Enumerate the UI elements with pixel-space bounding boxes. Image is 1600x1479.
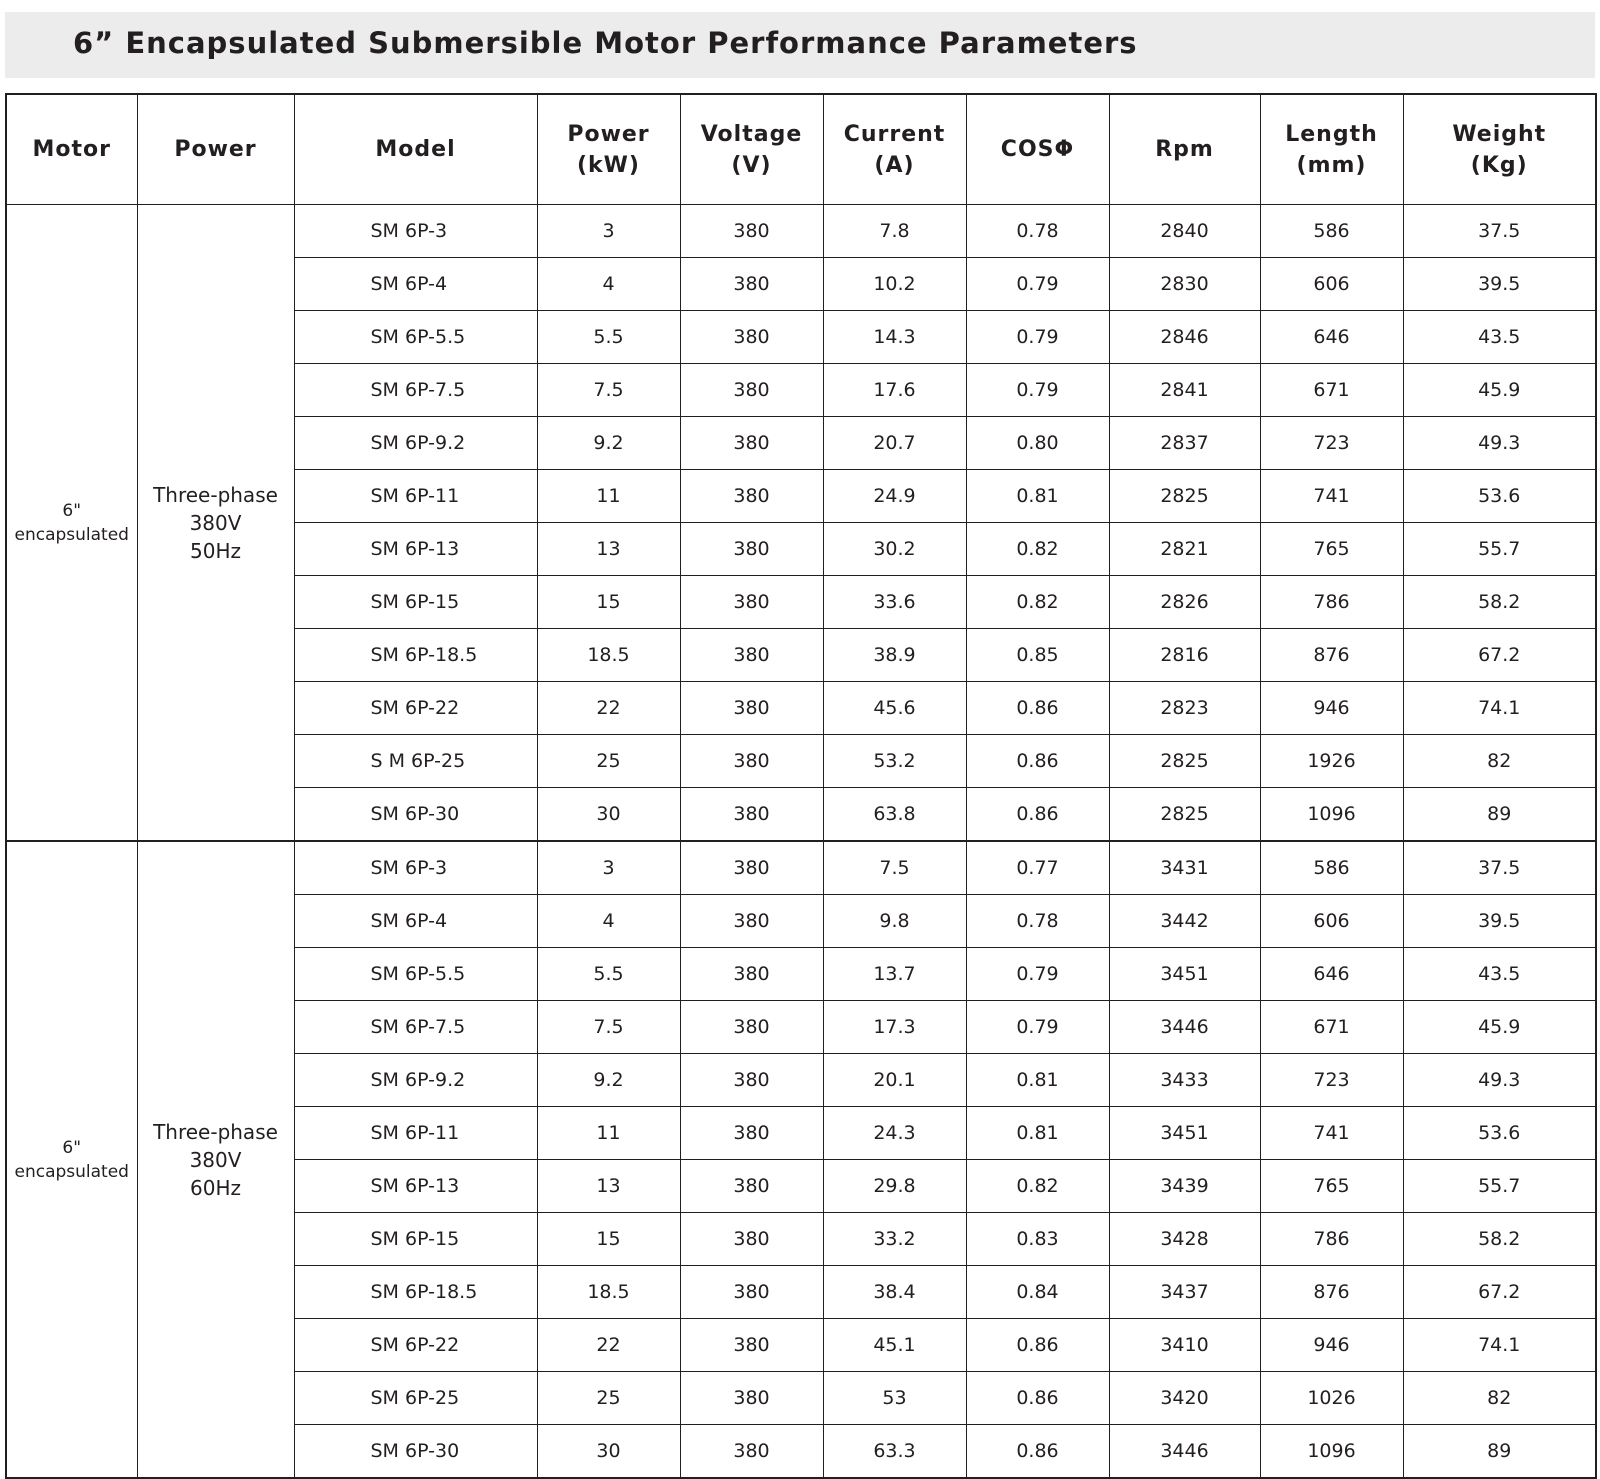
cell-cos-phi: 0.82	[966, 523, 1109, 576]
cell-cos-phi: 0.80	[966, 417, 1109, 470]
title-bar	[5, 12, 1595, 78]
cell-voltage: 380	[680, 788, 823, 842]
cell-cos-phi: 0.82	[966, 1160, 1109, 1213]
cell-weight: 74.1	[1403, 1319, 1596, 1372]
cell-length: 1096	[1260, 788, 1403, 842]
cell-weight: 39.5	[1403, 258, 1596, 311]
cell-cos-phi: 0.83	[966, 1213, 1109, 1266]
cell-current: 14.3	[823, 311, 966, 364]
cell-model: SM 6P-15	[294, 1213, 537, 1266]
header-motor	[6, 94, 137, 205]
cell-voltage: 380	[680, 576, 823, 629]
power-supply-line: Three-phase	[153, 1119, 278, 1144]
cell-rpm: 2816	[1109, 629, 1260, 682]
cell-length: 765	[1260, 523, 1403, 576]
cell-model: SM 6P-15	[294, 576, 537, 629]
cell-weight: 58.2	[1403, 1213, 1596, 1266]
cell-weight: 58.2	[1403, 576, 1596, 629]
cell-current: 17.3	[823, 1001, 966, 1054]
cell-voltage: 380	[680, 948, 823, 1001]
cell-weight: 55.7	[1403, 523, 1596, 576]
cell-cos-phi: 0.81	[966, 1107, 1109, 1160]
cell-cos-phi: 0.81	[966, 1054, 1109, 1107]
header-voltage-unit: (V)	[731, 152, 772, 178]
cell-voltage: 380	[680, 895, 823, 948]
cell-weight: 43.5	[1403, 948, 1596, 1001]
cell-current: 10.2	[823, 258, 966, 311]
cell-weight: 37.5	[1403, 841, 1596, 895]
cell-current: 24.9	[823, 470, 966, 523]
header-power-kw-label: Power	[567, 121, 650, 147]
cell-current: 45.6	[823, 682, 966, 735]
cell-weight: 82	[1403, 735, 1596, 788]
header-power-kw-unit: (kW)	[576, 152, 640, 178]
cell-cos-phi: 0.86	[966, 1319, 1109, 1372]
cell-length: 586	[1260, 205, 1403, 258]
cell-voltage: 380	[680, 1054, 823, 1107]
header-current	[823, 94, 966, 205]
cell-voltage: 380	[680, 205, 823, 258]
cell-cos-phi: 0.86	[966, 1372, 1109, 1425]
cell-rpm: 3446	[1109, 1001, 1260, 1054]
cell-cos-phi: 0.81	[966, 470, 1109, 523]
cell-length: 946	[1260, 1319, 1403, 1372]
header-voltage	[680, 94, 823, 205]
header-motor-label: Motor	[32, 137, 111, 162]
cell-current: 9.8	[823, 895, 966, 948]
cell-current: 33.2	[823, 1213, 966, 1266]
cell-power-kw: 7.5	[537, 364, 680, 417]
cell-weight: 43.5	[1403, 311, 1596, 364]
cell-model: SM 6P-7.5	[294, 1001, 537, 1054]
cell-rpm: 2846	[1109, 311, 1260, 364]
cell-voltage: 380	[680, 364, 823, 417]
cell-rpm: 3420	[1109, 1372, 1260, 1425]
cell-model: SM 6P-18.5	[294, 629, 537, 682]
header-current-label: Current	[843, 121, 946, 147]
cell-cos-phi: 0.82	[966, 576, 1109, 629]
cell-length: 671	[1260, 364, 1403, 417]
cell-voltage: 380	[680, 1213, 823, 1266]
cell-cos-phi: 0.86	[966, 735, 1109, 788]
cell-rpm: 2823	[1109, 682, 1260, 735]
cell-rpm: 3437	[1109, 1266, 1260, 1319]
cell-cos-phi: 0.77	[966, 841, 1109, 895]
cell-model: SM 6P-11	[294, 1107, 537, 1160]
cell-model: SM 6P-30	[294, 1425, 537, 1479]
cell-voltage: 380	[680, 311, 823, 364]
cell-current: 30.2	[823, 523, 966, 576]
cell-voltage: 380	[680, 1001, 823, 1054]
table-row	[6, 205, 1596, 258]
cell-length: 606	[1260, 258, 1403, 311]
cell-cos-phi: 0.79	[966, 258, 1109, 311]
cell-length: 606	[1260, 895, 1403, 948]
cell-rpm: 2825	[1109, 735, 1260, 788]
cell-rpm: 3446	[1109, 1425, 1260, 1479]
cell-length: 723	[1260, 417, 1403, 470]
cell-model: SM 6P-22	[294, 1319, 537, 1372]
power-supply-cell	[137, 841, 294, 1478]
cell-current: 29.8	[823, 1160, 966, 1213]
table-row	[6, 841, 1596, 895]
cell-length: 741	[1260, 470, 1403, 523]
cell-weight: 45.9	[1403, 1001, 1596, 1054]
motor-type-cell	[6, 205, 137, 842]
power-supply-line: 380V	[189, 510, 242, 535]
cell-rpm: 2821	[1109, 523, 1260, 576]
cell-cos-phi: 0.78	[966, 205, 1109, 258]
header-length	[1260, 94, 1403, 205]
cell-power-kw: 15	[537, 576, 680, 629]
cell-rpm: 3442	[1109, 895, 1260, 948]
cell-length: 765	[1260, 1160, 1403, 1213]
header-weight-unit: (Kg)	[1470, 152, 1528, 178]
cell-power-kw: 30	[537, 1425, 680, 1479]
cell-rpm: 2826	[1109, 576, 1260, 629]
cell-cos-phi: 0.86	[966, 788, 1109, 842]
cell-power-kw: 7.5	[537, 1001, 680, 1054]
header-length-unit: (mm)	[1296, 152, 1367, 178]
cell-rpm: 3431	[1109, 841, 1260, 895]
cell-current: 45.1	[823, 1319, 966, 1372]
cell-weight: 49.3	[1403, 1054, 1596, 1107]
cell-voltage: 380	[680, 1319, 823, 1372]
power-supply-cell	[137, 205, 294, 842]
power-supply-line: 60Hz	[190, 1175, 241, 1200]
cell-power-kw: 15	[537, 1213, 680, 1266]
cell-voltage: 380	[680, 470, 823, 523]
cell-weight: 67.2	[1403, 1266, 1596, 1319]
cell-model: SM 6P-13	[294, 1160, 537, 1213]
motor-type-line: encapsulated	[14, 1161, 129, 1182]
header-weight	[1403, 94, 1596, 205]
cell-current: 7.5	[823, 841, 966, 895]
cell-voltage: 380	[680, 735, 823, 788]
cell-current: 20.1	[823, 1054, 966, 1107]
cell-length: 876	[1260, 629, 1403, 682]
cell-power-kw: 9.2	[537, 1054, 680, 1107]
cell-voltage: 380	[680, 1425, 823, 1479]
cell-cos-phi: 0.86	[966, 1425, 1109, 1479]
cell-model: SM 6P-5.5	[294, 948, 537, 1001]
cell-cos-phi: 0.79	[966, 364, 1109, 417]
cell-power-kw: 22	[537, 682, 680, 735]
page-title: 6” Encapsulated Submersible Motor Performance Parameters	[73, 26, 1138, 60]
cell-model: SM 6P-30	[294, 788, 537, 842]
table-body	[6, 205, 1596, 1479]
cell-cos-phi: 0.86	[966, 682, 1109, 735]
cell-rpm: 2830	[1109, 258, 1260, 311]
cell-rpm: 2825	[1109, 470, 1260, 523]
cell-current: 38.4	[823, 1266, 966, 1319]
cell-cos-phi: 0.84	[966, 1266, 1109, 1319]
header-length-label: Length	[1285, 121, 1378, 147]
cell-weight: 82	[1403, 1372, 1596, 1425]
header-model-label: Model	[375, 137, 456, 162]
header-rpm	[1109, 94, 1260, 205]
header-power-label: Power	[174, 137, 257, 162]
cell-model: S M 6P-25	[294, 735, 537, 788]
cell-rpm: 2837	[1109, 417, 1260, 470]
performance-table	[5, 93, 1597, 1479]
cell-model: SM 6P-5.5	[294, 311, 537, 364]
cell-rpm: 3428	[1109, 1213, 1260, 1266]
cell-current: 20.7	[823, 417, 966, 470]
cell-model: SM 6P-9.2	[294, 417, 537, 470]
cell-model: SM 6P-13	[294, 523, 537, 576]
cell-weight: 37.5	[1403, 205, 1596, 258]
header-rpm-label: Rpm	[1155, 137, 1214, 162]
motor-type-line: encapsulated	[14, 524, 129, 545]
cell-power-kw: 5.5	[537, 948, 680, 1001]
motor-type-cell	[6, 841, 137, 1478]
cell-model: SM 6P-4	[294, 258, 537, 311]
cell-power-kw: 30	[537, 788, 680, 842]
cell-model: SM 6P-18.5	[294, 1266, 537, 1319]
power-supply-line: 50Hz	[190, 538, 241, 563]
cell-power-kw: 11	[537, 470, 680, 523]
header-current-unit: (A)	[874, 152, 915, 178]
cell-model: SM 6P-25	[294, 1372, 537, 1425]
cell-model: SM 6P-22	[294, 682, 537, 735]
cell-weight: 67.2	[1403, 629, 1596, 682]
cell-cos-phi: 0.79	[966, 1001, 1109, 1054]
cell-length: 671	[1260, 1001, 1403, 1054]
header-power-kw	[537, 94, 680, 205]
cell-length: 646	[1260, 311, 1403, 364]
cell-model: SM 6P-7.5	[294, 364, 537, 417]
header-model	[294, 94, 537, 205]
cell-length: 586	[1260, 841, 1403, 895]
cell-weight: 49.3	[1403, 417, 1596, 470]
cell-voltage: 380	[680, 417, 823, 470]
cell-cos-phi: 0.79	[966, 948, 1109, 1001]
cell-model: SM 6P-3	[294, 841, 537, 895]
cell-current: 17.6	[823, 364, 966, 417]
cell-weight: 53.6	[1403, 1107, 1596, 1160]
cell-current: 53	[823, 1372, 966, 1425]
cell-length: 946	[1260, 682, 1403, 735]
cell-length: 723	[1260, 1054, 1403, 1107]
cell-power-kw: 18.5	[537, 1266, 680, 1319]
cell-rpm: 3439	[1109, 1160, 1260, 1213]
cell-current: 33.6	[823, 576, 966, 629]
cell-rpm: 3451	[1109, 1107, 1260, 1160]
table-header	[6, 94, 1596, 205]
cell-power-kw: 3	[537, 841, 680, 895]
cell-length: 1096	[1260, 1425, 1403, 1479]
cell-length: 1026	[1260, 1372, 1403, 1425]
cell-voltage: 380	[680, 1372, 823, 1425]
cell-weight: 55.7	[1403, 1160, 1596, 1213]
cell-power-kw: 9.2	[537, 417, 680, 470]
cell-current: 63.8	[823, 788, 966, 842]
cell-voltage: 380	[680, 1266, 823, 1319]
cell-length: 876	[1260, 1266, 1403, 1319]
header-row	[6, 94, 1596, 205]
cell-voltage: 380	[680, 523, 823, 576]
cell-power-kw: 5.5	[537, 311, 680, 364]
cell-current: 24.3	[823, 1107, 966, 1160]
cell-weight: 53.6	[1403, 470, 1596, 523]
cell-rpm: 2841	[1109, 364, 1260, 417]
header-weight-label: Weight	[1452, 121, 1547, 147]
cell-length: 741	[1260, 1107, 1403, 1160]
cell-cos-phi: 0.85	[966, 629, 1109, 682]
cell-weight: 39.5	[1403, 895, 1596, 948]
cell-voltage: 380	[680, 1107, 823, 1160]
cell-current: 38.9	[823, 629, 966, 682]
cell-current: 53.2	[823, 735, 966, 788]
cell-power-kw: 13	[537, 523, 680, 576]
cell-length: 1926	[1260, 735, 1403, 788]
cell-power-kw: 18.5	[537, 629, 680, 682]
cell-voltage: 380	[680, 682, 823, 735]
cell-cos-phi: 0.79	[966, 311, 1109, 364]
cell-rpm: 3451	[1109, 948, 1260, 1001]
header-cos-phi	[966, 94, 1109, 205]
cell-weight: 45.9	[1403, 364, 1596, 417]
cell-length: 786	[1260, 1213, 1403, 1266]
cell-weight: 74.1	[1403, 682, 1596, 735]
motor-type-line: 6"	[62, 1137, 82, 1158]
cell-power-kw: 13	[537, 1160, 680, 1213]
cell-model: SM 6P-9.2	[294, 1054, 537, 1107]
cell-current: 13.7	[823, 948, 966, 1001]
cell-model: SM 6P-11	[294, 470, 537, 523]
header-power-supply	[137, 94, 294, 205]
cell-current: 63.3	[823, 1425, 966, 1479]
cell-rpm: 3433	[1109, 1054, 1260, 1107]
cell-power-kw: 4	[537, 258, 680, 311]
cell-power-kw: 3	[537, 205, 680, 258]
cell-power-kw: 11	[537, 1107, 680, 1160]
cell-power-kw: 4	[537, 895, 680, 948]
cell-model: SM 6P-3	[294, 205, 537, 258]
cell-cos-phi: 0.78	[966, 895, 1109, 948]
cell-power-kw: 25	[537, 735, 680, 788]
cell-voltage: 380	[680, 258, 823, 311]
cell-power-kw: 25	[537, 1372, 680, 1425]
cell-voltage: 380	[680, 1160, 823, 1213]
header-voltage-label: Voltage	[700, 121, 803, 147]
cell-rpm: 2840	[1109, 205, 1260, 258]
motor-type-line: 6"	[62, 500, 82, 521]
cell-voltage: 380	[680, 841, 823, 895]
cell-rpm: 2825	[1109, 788, 1260, 842]
cell-current: 7.8	[823, 205, 966, 258]
cell-weight: 89	[1403, 788, 1596, 842]
power-supply-line: 380V	[189, 1147, 242, 1172]
power-supply-line: Three-phase	[153, 482, 278, 507]
cell-power-kw: 22	[537, 1319, 680, 1372]
cell-model: SM 6P-4	[294, 895, 537, 948]
cell-length: 646	[1260, 948, 1403, 1001]
cell-weight: 89	[1403, 1425, 1596, 1479]
cell-voltage: 380	[680, 629, 823, 682]
cell-rpm: 3410	[1109, 1319, 1260, 1372]
cell-length: 786	[1260, 576, 1403, 629]
header-cos-phi-label: COSΦ	[1000, 137, 1075, 162]
